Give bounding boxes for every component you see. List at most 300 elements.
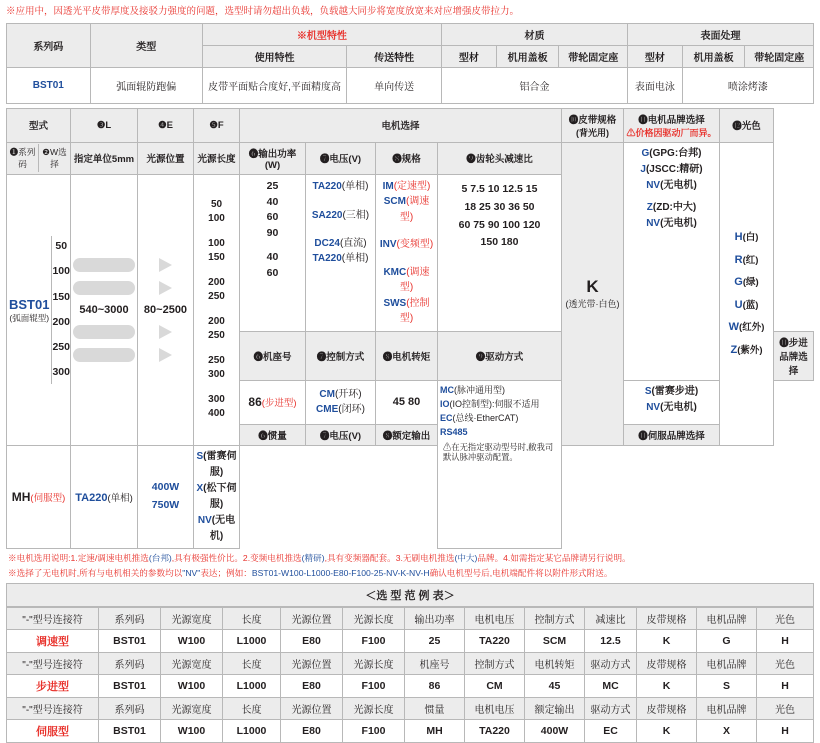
drive-paren: (IO控制型):伺服不适用 <box>449 398 540 409</box>
drive-note: ⚠在无指定驱动型号时,敝我司默认脉冲驱动配置。 <box>443 441 554 463</box>
ctrl-paren: (闭环) <box>338 404 365 416</box>
th-light-e: ❹E <box>138 108 194 142</box>
motor-note-b3: (中大) <box>454 552 478 563</box>
brand-paren: (GPG:台邦) <box>649 147 702 159</box>
example-cell: S <box>697 674 757 697</box>
brand-code: Z <box>646 201 653 213</box>
ctrl-item <box>308 402 373 418</box>
th-ex-c-5: 惯量 <box>405 697 465 719</box>
th-ex-c-0: 系列码 <box>99 697 161 719</box>
th-belt-spec <box>562 108 624 142</box>
drive-code: EC <box>440 412 453 423</box>
power-item: 60 <box>266 211 279 224</box>
th-belt-char: ※机型特性 <box>202 23 441 45</box>
spec-item <box>378 265 435 296</box>
drive-item <box>440 384 559 398</box>
cell-light-pos-range <box>138 174 194 445</box>
th-ex-b-5: 机座号 <box>405 652 465 674</box>
gear-row: 150 180 <box>480 236 519 249</box>
brand-item <box>626 384 717 400</box>
example-cell: BST01 <box>99 674 161 697</box>
th-width: ❷W选择 <box>42 147 67 170</box>
power-item: 60 <box>266 266 279 279</box>
brand-item <box>626 146 717 162</box>
example-cell: F100 <box>343 674 405 697</box>
th-voltage2: ❼电压(V) <box>306 424 376 445</box>
light-len-item: 250 <box>208 330 225 342</box>
color-item <box>722 316 771 339</box>
spec-item <box>378 194 435 225</box>
example-cell: 25 <box>405 629 465 652</box>
th-length-l: ❸L <box>71 108 138 142</box>
th-ex-b-8: 驱动方式 <box>585 652 637 674</box>
example-cell: 86 <box>405 674 465 697</box>
voltage-code: TA220 <box>312 253 342 265</box>
cell-power <box>240 174 306 331</box>
cell-step-brand <box>624 380 720 424</box>
cell-material: 铝合金 <box>441 67 627 103</box>
th-type: 类型 <box>90 23 202 67</box>
spec-item <box>378 237 435 253</box>
example-cell: BST01 <box>99 719 161 742</box>
example-cell: H <box>757 674 814 697</box>
th-transfer-char: 传送特性 <box>347 45 442 67</box>
cell-series-code-main <box>7 236 52 384</box>
cell-rated-output <box>138 445 194 548</box>
inertia-code: MH <box>11 489 31 504</box>
th-ex-a-11: 光色 <box>757 607 814 629</box>
example-cell: 12.5 <box>585 629 637 652</box>
width-item: 200 <box>52 315 70 328</box>
th-light-pos: 光源位置 <box>138 142 194 174</box>
brand-paren: (无电机) <box>660 217 697 229</box>
pill-bar <box>73 325 135 339</box>
th-dash: "-"型号连接符 <box>7 652 99 674</box>
th-ex-a-8: 减速比 <box>585 607 637 629</box>
th-rated: ❽额定输出 <box>376 424 438 445</box>
light-len-item: 300 <box>208 369 225 381</box>
example-cell: K <box>637 674 697 697</box>
brand-paren: (ZD:中大) <box>652 201 697 213</box>
table-row <box>7 142 814 174</box>
brand-code: NV <box>646 217 661 229</box>
ctrl-paren: (开环) <box>334 388 362 400</box>
voltage-paren: (三相) <box>342 210 370 222</box>
th-ex-a-1: 光源宽度 <box>161 607 223 629</box>
th-belt-fix: 带轮固定座 <box>559 45 627 67</box>
example-cell: L1000 <box>223 674 281 697</box>
th-ex-a-6: 电机电压 <box>465 607 525 629</box>
color-code: Z <box>730 343 738 356</box>
th-ex-a-2: 长度 <box>223 607 281 629</box>
table-row <box>7 652 814 674</box>
th-ex-b-11: 光色 <box>757 652 814 674</box>
table-row <box>7 607 814 629</box>
light-len-item: 400 <box>208 408 225 420</box>
example-cell: F100 <box>343 629 405 652</box>
th-ex-a-0: 系列码 <box>99 607 161 629</box>
voltage-code: SA220 <box>311 210 343 222</box>
brand-paren: (雷赛步进) <box>651 385 699 397</box>
th-ex-c-6: 电机电压 <box>465 697 525 719</box>
ctrl-code: CM <box>319 388 335 400</box>
nv-note-tail: 确认电机型号后,电机端配件将以附件形式附送。 <box>429 568 613 579</box>
color-paren: (蓝) <box>742 299 759 311</box>
cell-transfer-char: 单向传送 <box>347 67 442 103</box>
brand-code: NV <box>646 179 661 191</box>
color-item <box>722 226 771 249</box>
example-cell: 400W <box>525 719 585 742</box>
th-ex-b-2: 长度 <box>223 652 281 674</box>
motor-note-b2: (精研) <box>301 552 325 563</box>
ctrl-code: CME <box>316 404 339 416</box>
th-step-brand: ⓫步进品牌选择 <box>774 331 814 380</box>
arrow-group <box>140 255 191 365</box>
th-ex-c-8: 驱动方式 <box>585 697 637 719</box>
drive-code: RS485 <box>440 426 468 437</box>
motor-note-mid2: ,具有变频器配套。3.无刷电机推选 <box>324 552 455 563</box>
th-inertia: ❻惯量 <box>240 424 306 445</box>
width-item: 150 <box>52 290 70 303</box>
example-title: ＜选 型 范 例 表＞ <box>6 583 814 607</box>
example-cell: W100 <box>161 674 223 697</box>
brand-code: S <box>644 385 652 397</box>
example-cell: W100 <box>161 719 223 742</box>
th-brand <box>624 108 720 142</box>
light-len-item: 200 <box>208 315 225 327</box>
cell-type: 弧面辊防跑偏 <box>90 67 202 103</box>
example-kind: 调速型 <box>7 629 99 652</box>
cell-colors <box>720 142 774 445</box>
th-ex-a-10: 电机品牌 <box>697 607 757 629</box>
brand-code: S <box>196 450 204 462</box>
series-code-sub: (弧面辊型) <box>9 312 50 323</box>
spec-table <box>6 23 814 104</box>
cell-servo-brand <box>194 445 240 548</box>
nv-note-mid: 表达；例如： <box>200 568 252 579</box>
example-cell: X <box>697 719 757 742</box>
motor-note-mid1: ,具有极强性价比。2.变频电机推选 <box>171 552 302 563</box>
cell-gear-ratio <box>438 174 562 331</box>
spec-code: KMC <box>383 266 407 278</box>
voltage-item <box>308 208 373 224</box>
cell-use-char: 皮带平面贴合度好,平面精度高 <box>202 67 346 103</box>
spec-code: SCM <box>383 196 406 208</box>
brand-code: J <box>640 163 646 175</box>
th-ex-a-7: 控制方式 <box>525 607 585 629</box>
belt-spec-note: (透光带·白色) <box>565 299 620 310</box>
power-item: 90 <box>266 227 279 240</box>
cell-inertia <box>7 445 71 548</box>
example-cell: BST01 <box>99 629 161 652</box>
example-cell: MH <box>405 719 465 742</box>
brand-paren: (无电机) <box>660 401 697 413</box>
rated-item: 750W <box>151 498 180 511</box>
th-ex-b-4: 光源长度 <box>343 652 405 674</box>
th-ex-b-9: 皮带规格 <box>637 652 697 674</box>
width-item: 100 <box>52 265 70 278</box>
rated-item: 400W <box>151 480 180 493</box>
example-cell: K <box>637 629 697 652</box>
brand-paren: (JSCC:精研) <box>645 163 703 175</box>
cell-surface-right: 喷涂烤漆 <box>682 67 813 103</box>
th-profile: 型材 <box>441 45 496 67</box>
cell-torque: 45 80 <box>376 380 438 424</box>
cell-series-code: BST01 <box>7 67 91 103</box>
table-row <box>7 674 814 697</box>
th-color: ⓬光色 <box>720 108 774 142</box>
cell-ctrl <box>306 380 376 424</box>
th-ex-c-9: 皮带规格 <box>637 697 697 719</box>
th-length-unit: 指定单位5mm <box>71 142 138 174</box>
gear-row: 18 25 30 36 50 <box>464 200 535 213</box>
th-ex-b-3: 光源位置 <box>281 652 343 674</box>
th-ex-b-1: 光源宽度 <box>161 652 223 674</box>
th-profile2: 型材 <box>627 45 682 67</box>
th-ex-b-6: 控制方式 <box>465 652 525 674</box>
th-ex-c-1: 光源宽度 <box>161 697 223 719</box>
pill-bar <box>73 258 135 272</box>
example-cell: K <box>637 719 697 742</box>
th-belt-spec-main: ❿皮带规格 <box>568 114 617 126</box>
table-row <box>7 23 814 45</box>
th-series-code: 系列码 <box>7 23 91 67</box>
cell-voltage <box>306 174 376 331</box>
power-item: 40 <box>266 250 279 263</box>
th-motor-select: 电机选择 <box>240 108 562 142</box>
brand-item <box>626 178 717 194</box>
nv-note <box>8 567 812 579</box>
voltage-item <box>308 179 373 195</box>
voltage-code: TA220 <box>312 180 342 192</box>
color-paren: (白) <box>742 232 759 244</box>
spec-paren: (变频型) <box>396 239 434 251</box>
example-cell: MC <box>585 674 637 697</box>
brand-code: NV <box>646 401 661 413</box>
example-kind: 步进型 <box>7 674 99 697</box>
th-form: 型式 <box>7 108 71 142</box>
example-cell: E80 <box>281 719 343 742</box>
th-ex-b-7: 电机转矩 <box>525 652 585 674</box>
table-row <box>7 629 814 652</box>
width-item: 250 <box>52 341 70 354</box>
drive-item <box>440 412 559 426</box>
cell-light-lengths <box>194 174 240 445</box>
motor-note-head: ※电机选用说明:1.定速/调速电机推选 <box>8 552 149 563</box>
brand-code: NV <box>197 514 212 526</box>
width-item: 300 <box>52 366 70 379</box>
brand-item <box>626 200 717 216</box>
cell-surface-left: 表面电泳 <box>627 67 682 103</box>
th-voltage: ❼电压(V) <box>306 142 376 174</box>
color-paren: (红外) <box>739 322 765 334</box>
gear-row: 5 7.5 10 12.5 15 <box>461 182 538 195</box>
spec-item <box>378 179 435 195</box>
th-ex-c-2: 长度 <box>223 697 281 719</box>
brand-item <box>626 162 717 178</box>
voltage-paren: (直流) <box>339 237 367 249</box>
th-ex-b-0: 系列码 <box>99 652 161 674</box>
color-code: W <box>728 321 740 334</box>
brand-item <box>196 481 237 513</box>
example-cell: 45 <box>525 674 585 697</box>
brand-item <box>626 400 717 416</box>
th-series-code-2: ❶系列码 <box>7 144 39 172</box>
brand-code: G <box>641 147 650 159</box>
cell-servo-voltage <box>71 445 138 548</box>
voltage-item <box>308 236 373 252</box>
light-len-item: 100 <box>208 237 225 249</box>
th-light-f: ❺F <box>194 108 240 142</box>
example-section <box>6 583 814 743</box>
servo-voltage-code: TA220 <box>75 491 108 504</box>
th-servo-brand: ⓫伺服品牌选择 <box>624 424 720 445</box>
belt-spec-code: K <box>586 277 599 297</box>
th-frame-no: ❻机座号 <box>240 331 306 380</box>
arrow-right-icon <box>159 325 172 339</box>
th-dash: "-"型号连接符 <box>7 697 99 719</box>
nv-note-nv: "NV" <box>182 568 201 579</box>
th-power: ❻输出功率(W) <box>240 142 306 174</box>
table-row <box>7 719 814 742</box>
arrow-right-icon <box>159 258 172 272</box>
th-ex-c-10: 电机品牌 <box>697 697 757 719</box>
th-ex-b-10: 电机品牌 <box>697 652 757 674</box>
nv-note-example: BST01-W100-L1000-E80-F100-25-NV-K-NV-H <box>251 568 430 579</box>
th-belt-spec-sub: (背光用) <box>576 127 609 138</box>
spec-item <box>378 296 435 327</box>
color-item <box>722 249 771 272</box>
spec-paren: (控制型) <box>399 297 430 325</box>
brand-item <box>196 513 237 545</box>
arrow-right-icon <box>159 348 172 362</box>
table-row <box>7 445 814 548</box>
power-item: 40 <box>266 195 279 208</box>
brand-item <box>626 216 717 232</box>
color-paren: (绿) <box>742 277 759 289</box>
th-ex-a-9: 皮带规格 <box>637 607 697 629</box>
pill-group <box>73 255 135 365</box>
th-brand-main: ⓫电机品牌选择 <box>638 114 705 126</box>
th-spec: ❽规格 <box>376 142 438 174</box>
th-ex-c-11: 光色 <box>757 697 814 719</box>
example-cell: TA220 <box>465 719 525 742</box>
gear-row: 60 75 90 100 120 <box>458 218 541 231</box>
color-code: H <box>734 231 743 244</box>
example-cell: E80 <box>281 674 343 697</box>
color-item <box>722 339 771 362</box>
cell-spec <box>376 174 438 331</box>
color-paren: (紫外) <box>737 344 763 356</box>
drive-code: MC <box>440 384 454 395</box>
drive-code: IO <box>440 398 450 409</box>
example-cell: G <box>697 629 757 652</box>
brand-paren: (雷赛伺服) <box>203 450 237 478</box>
servo-voltage-paren: (单相) <box>107 492 133 504</box>
top-note: ※应用中，因透光平皮带厚度及接驳力强度的问题，选型时请勿超出负载，负载越大同步将宽度放宽来对应增强皮带拉力。 <box>6 6 520 17</box>
example-kind: 伺服型 <box>7 719 99 742</box>
example-table <box>6 607 814 743</box>
light-pos-range-value: 80~2500 <box>143 303 188 316</box>
color-code: R <box>734 253 743 266</box>
th-cover: 机用盖板 <box>496 45 559 67</box>
th-ex-c-3: 光源位置 <box>281 697 343 719</box>
example-cell: L1000 <box>223 629 281 652</box>
table-row <box>7 697 814 719</box>
th-ex-a-3: 光源位置 <box>281 607 343 629</box>
table-row <box>7 67 814 103</box>
th-torque: ❽电机转矩 <box>376 331 438 380</box>
cell-length-range <box>71 174 138 445</box>
light-len-item: 50 <box>210 198 223 210</box>
th-use-char: 使用特性 <box>202 45 346 67</box>
th-ctrl: ❼控制方式 <box>306 331 376 380</box>
frame-no-paren: (步进型) <box>261 398 297 410</box>
example-cell: TA220 <box>465 629 525 652</box>
power-item: 25 <box>266 179 279 192</box>
cell-belt-spec <box>562 142 624 445</box>
ctrl-item <box>308 387 373 403</box>
pill-bar <box>73 281 135 295</box>
th-light-len: 光源长度 <box>194 142 240 174</box>
th-gear: ❾齿轮头减速比 <box>438 142 562 174</box>
brand-code: X <box>196 482 204 494</box>
brand-paren: (无电机) <box>209 514 236 542</box>
cell-form <box>7 174 71 445</box>
th-drive: ❾驱动方式 <box>438 331 562 380</box>
light-len-item: 150 <box>208 252 225 264</box>
motor-note-tail: 品牌。4.如需指定某它品牌请另行说明。 <box>477 552 631 563</box>
th-cover2: 机用盖板 <box>682 45 745 67</box>
series-code-value: BST01 <box>9 296 50 312</box>
motor-note-b1: (台邦) <box>148 552 172 563</box>
arrow-right-icon <box>159 281 172 295</box>
cell-brand-motor <box>624 142 720 380</box>
th-ex-a-5: 输出功率 <box>405 607 465 629</box>
light-len-item: 250 <box>208 354 225 366</box>
length-range-value: 540~3000 <box>79 303 129 316</box>
example-cell: F100 <box>343 719 405 742</box>
selection-table <box>6 108 814 549</box>
drive-item <box>440 426 559 440</box>
voltage-paren: (单相) <box>341 253 369 265</box>
th-dash: "-"型号连接符 <box>7 607 99 629</box>
color-item <box>722 294 771 317</box>
example-cell: W100 <box>161 629 223 652</box>
th-ex-c-7: 额定输出 <box>525 697 585 719</box>
spec-paren: (调速型) <box>399 196 430 223</box>
voltage-paren: (单相) <box>341 180 369 192</box>
voltage-item <box>308 251 373 267</box>
color-item <box>722 271 771 294</box>
spec-paren: (调速型) <box>399 266 430 294</box>
example-cell: CM <box>465 674 525 697</box>
example-cell: H <box>757 629 814 652</box>
spec-code: IM <box>382 180 394 192</box>
example-cell: H <box>757 719 814 742</box>
th-ex-c-4: 光源长度 <box>343 697 405 719</box>
light-len-item: 300 <box>208 393 225 405</box>
th-belt-fix2: 带轮固定座 <box>745 45 814 67</box>
example-cell: EC <box>585 719 637 742</box>
th-brand-note: ⚠价格因驱动厂而异。 <box>626 127 717 138</box>
cell-frame-no <box>240 380 306 424</box>
light-len-item: 100 <box>208 213 225 225</box>
frame-no-code: 86 <box>248 395 262 410</box>
cell-drive <box>438 380 562 548</box>
brand-paren: (无电机) <box>660 179 697 191</box>
th-ex-a-4: 光源长度 <box>343 607 405 629</box>
